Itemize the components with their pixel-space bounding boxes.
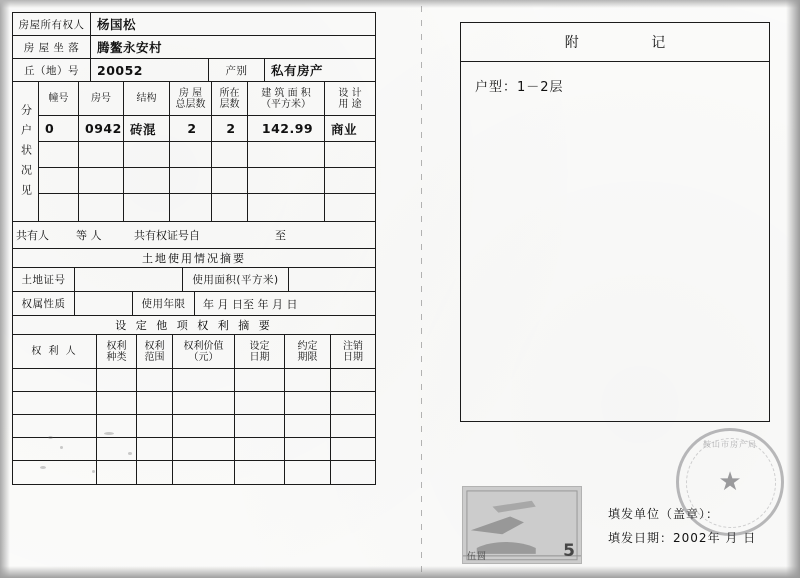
official-seal-icon — [676, 428, 784, 536]
location-label: 房 屋 坐 落 — [13, 36, 91, 58]
empty-cell — [170, 194, 212, 221]
col-floor: 所在 层数 — [212, 82, 248, 115]
other-rights-title: 设 定 他 项 权 利 摘 要 — [13, 316, 375, 335]
page-fold-line — [421, 6, 422, 572]
rights-table-row — [13, 415, 375, 438]
form-row-owner — [13, 13, 375, 36]
side-label-text: 分户状况见 — [19, 103, 33, 204]
empty-cell — [285, 438, 331, 460]
empty-cell — [124, 168, 170, 193]
col-total-floors: 房 屋 总层数 — [170, 82, 212, 115]
empty-cell — [13, 461, 97, 484]
col-structure: 结构 — [124, 82, 170, 115]
form-row-location — [13, 36, 375, 59]
rights-table-row — [13, 461, 375, 484]
empty-cell — [285, 369, 331, 391]
coowner-cert-to-label: 至 — [275, 229, 286, 242]
empty-cell — [124, 142, 170, 167]
property-type-label: 产别 — [209, 59, 265, 81]
form-detail-block — [13, 82, 375, 221]
empty-cell — [170, 168, 212, 193]
cell-design-use: 商业 — [331, 121, 358, 137]
empty-cell — [325, 194, 375, 221]
revenue-stamp — [462, 486, 582, 564]
seal-text: 鞍山市房产局 — [703, 440, 757, 449]
empty-cell — [13, 392, 97, 414]
detail-empty-row — [39, 142, 375, 168]
parcel-no-value: 20052 — [91, 59, 209, 81]
empty-cell — [39, 194, 79, 221]
empty-cell — [173, 438, 235, 460]
empty-cell — [248, 142, 325, 167]
issuing-date-rest: 年 月 日 — [707, 531, 757, 545]
empty-cell — [235, 415, 285, 437]
col-set-date: 设定 日期 — [235, 335, 285, 368]
empty-cell — [285, 461, 331, 484]
col-cancel-date: 注销 日期 — [343, 340, 363, 363]
cell-structure: 砖混 — [124, 116, 170, 141]
empty-cell — [137, 461, 173, 484]
appendix-note: 户型：1－2层 — [475, 80, 564, 95]
empty-cell — [137, 369, 173, 391]
revenue-stamp-denomination: 伍圆 — [467, 552, 488, 562]
empty-cell — [137, 415, 173, 437]
land-use-summary-title: 土地使用情况摘要 — [13, 249, 375, 268]
form-row-coowner — [13, 221, 375, 249]
land-area-label: 使用面积(平方米) — [183, 268, 289, 291]
appendix-panel — [460, 22, 770, 422]
empty-cell — [248, 168, 325, 193]
rights-table-row — [13, 369, 375, 392]
appendix-title: 附 记 — [461, 23, 769, 62]
col-design-use: 设 计 用 途 — [338, 87, 362, 110]
detail-empty-row — [39, 194, 375, 221]
owner-value: 杨国松 — [97, 17, 137, 32]
side-label-cell — [13, 82, 39, 221]
property-type-value: 私有房产 — [271, 63, 324, 78]
col-built-area: 建 筑 面 积 （平方米） — [248, 82, 325, 115]
cell-built-area: 142.99 — [248, 116, 325, 141]
page-top-shading — [0, 0, 800, 8]
issuing-date-label: 填发日期： — [608, 531, 674, 545]
empty-cell — [212, 142, 248, 167]
empty-cell — [124, 194, 170, 221]
empty-cell — [235, 392, 285, 414]
empty-cell — [331, 438, 375, 460]
right-nature-label: 权属性质 — [13, 292, 75, 315]
empty-cell — [325, 168, 375, 193]
use-years-label: 使用年限 — [133, 292, 195, 315]
coowner-cert-label: 共有权证号自 — [134, 229, 200, 242]
cell-room-no: 0942 — [79, 116, 124, 141]
col-right-holder: 权 利 人 — [13, 335, 97, 368]
land-cert-value — [75, 268, 183, 291]
empty-cell — [173, 392, 235, 414]
property-certificate-form — [12, 12, 376, 485]
issuing-date-year: 2002 — [673, 531, 708, 545]
coowner-count-label: 等 人 — [76, 229, 102, 242]
empty-cell — [170, 142, 212, 167]
empty-cell — [79, 142, 124, 167]
empty-cell — [331, 415, 375, 437]
empty-cell — [331, 461, 375, 484]
form-row-parcel — [13, 59, 375, 82]
empty-cell — [331, 392, 375, 414]
empty-cell — [285, 415, 331, 437]
col-room-no: 房号 — [79, 82, 124, 115]
owner-label: 房屋所有权人 — [13, 13, 91, 35]
rights-table-header — [13, 335, 375, 369]
empty-cell — [173, 415, 235, 437]
form-row-land-cert — [13, 268, 375, 292]
empty-cell — [235, 369, 285, 391]
parcel-no-label: 丘（地）号 — [13, 59, 91, 81]
cell-total-floors: 2 — [170, 116, 212, 141]
detail-table-header — [39, 82, 375, 116]
empty-cell — [235, 461, 285, 484]
col-building-no: 幢号 — [39, 82, 79, 115]
empty-cell — [248, 194, 325, 221]
empty-cell — [79, 168, 124, 193]
cell-building-no: 0 — [39, 116, 79, 141]
rights-table-row — [13, 392, 375, 415]
right-nature-value — [75, 292, 133, 315]
empty-cell — [212, 194, 248, 221]
empty-cell — [173, 369, 235, 391]
land-area-value — [289, 268, 375, 291]
rights-table-row — [13, 438, 375, 461]
page-bottom-shading — [0, 566, 800, 578]
empty-cell — [97, 369, 137, 391]
empty-cell — [137, 392, 173, 414]
detail-table-row — [39, 116, 375, 142]
revenue-stamp-number: 5 — [563, 541, 575, 561]
col-right-scope: 权利 范围 — [137, 335, 173, 368]
empty-cell — [39, 142, 79, 167]
empty-cell — [39, 168, 79, 193]
empty-cell — [97, 438, 137, 460]
empty-cell — [97, 392, 137, 414]
empty-cell — [13, 438, 97, 460]
empty-cell — [79, 194, 124, 221]
empty-cell — [325, 142, 375, 167]
issuing-unit-label: 填发单位（盖章）： — [608, 507, 720, 521]
empty-cell — [13, 415, 97, 437]
empty-cell — [97, 415, 137, 437]
empty-cell — [285, 392, 331, 414]
empty-cell — [235, 438, 285, 460]
empty-cell — [137, 438, 173, 460]
location-value: 腾鳌永安村 — [97, 40, 163, 55]
col-right-value: 权利价值 （元） — [173, 335, 235, 368]
empty-cell — [212, 168, 248, 193]
seal-star-icon: ★ — [718, 467, 742, 497]
empty-cell — [13, 369, 97, 391]
form-row-right-nature — [13, 292, 375, 316]
cell-floor: 2 — [212, 116, 248, 141]
land-cert-label: 土地证号 — [13, 268, 75, 291]
col-agreed-term: 约定 期限 — [285, 335, 331, 368]
empty-cell — [97, 461, 137, 484]
empty-cell — [331, 369, 375, 391]
col-right-type: 权利 种类 — [97, 335, 137, 368]
use-period-value: 年 月 日至 年 月 日 — [203, 297, 298, 311]
empty-cell — [173, 461, 235, 484]
coowner-label: 共有人 — [16, 229, 49, 242]
detail-empty-row — [39, 168, 375, 194]
